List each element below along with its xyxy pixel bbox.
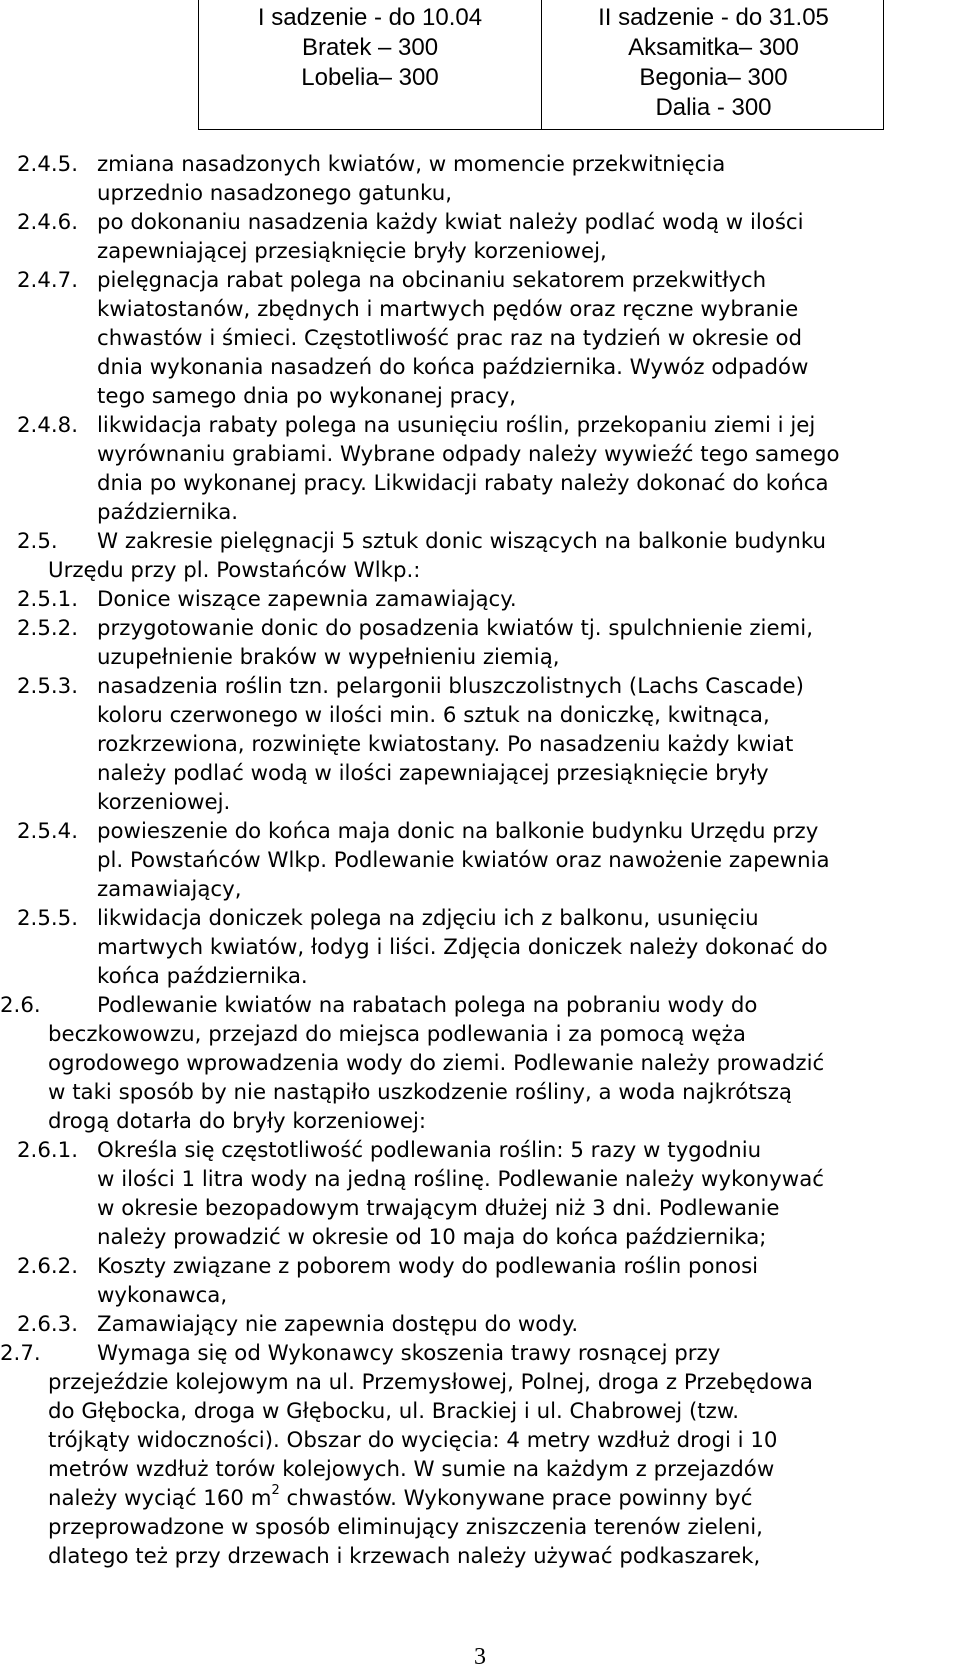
item-number: 2.7. [0, 1341, 41, 1366]
item-number: 2.6. [0, 993, 41, 1018]
item-line: korzeniowej. [97, 790, 231, 815]
item-line: kwiatostanów, zbędnych i martwych pędów oraz ręczne wybranie [97, 297, 799, 322]
item-line: w okresie bezopadowym trwającym dłużej niż 3 dni. Podlewanie [97, 1196, 780, 1221]
item-line: tego samego dnia po wykonanej pracy, [97, 384, 517, 409]
item-line: zapewniającej przesiąknięcie bryły korzeniowej, [97, 239, 607, 264]
item-number: 2.6.1. [17, 1138, 78, 1163]
item-line: chwastów i śmieci. Częstotliwość prac raz na tydzień w okresie od [97, 326, 803, 351]
item-line: Podlewanie kwiatów na rabatach polega na pobraniu wody do [97, 993, 758, 1018]
item-line: końca października. [97, 964, 308, 989]
item-line: drogą dotarła do bryły korzeniowej: [48, 1109, 427, 1134]
table-cell: Lobelia– 300 [301, 64, 439, 91]
table-cell: Dalia - 300 [655, 94, 772, 121]
item-number: 2.5.4. [17, 819, 78, 844]
item-line: dnia po wykonanej pracy. Likwidacji rabaty należy dokonać do końca [97, 471, 829, 496]
item-line: W zakresie pielęgnacji 5 sztuk donic wiszących na balkonie budynku [97, 529, 827, 554]
item-number: 2.4.7. [17, 268, 78, 293]
item-number: 2.4.8. [17, 413, 78, 438]
item-number: 2.5.2. [17, 616, 78, 641]
item-line-part: należy wyciąć 160 m [48, 1486, 272, 1511]
table-cell: Begonia– 300 [639, 64, 788, 91]
item-line: Donice wiszące zapewnia zamawiający. [97, 587, 517, 612]
item-line: rozkrzewiona, rozwinięte kwiatostany. Po nasadzeniu każdy kwiat [97, 732, 794, 757]
item-line: przygotowanie donic do posadzenia kwiatów tj. spulchnienie ziemi, [97, 616, 813, 641]
item-line: beczkowowzu, przejazd do miejsca podlewania i za pomocą węża [48, 1022, 746, 1047]
item-line: do Głębocka, droga w Głębocku, ul. Brackiej i ul. Chabrowej (tzw. [48, 1399, 740, 1424]
item-line: likwidacja rabaty polega na usunięciu roślin, przekopaniu ziemi i jej [97, 413, 816, 438]
item-number: 2.5.3. [17, 674, 78, 699]
item-line: po dokonaniu nasadzenia każdy kwiat należy podlać wodą w ilości [97, 210, 804, 235]
item-line: ogrodowego wprowadzenia wody do ziemi. Podlewanie należy prowadzić [48, 1051, 825, 1076]
item-line: należy podlać wodą w ilości zapewniającej przesiąknięcie bryły [97, 761, 769, 786]
table-column-first-planting [199, 0, 542, 129]
item-line-part: chwastów. Wykonywane prace powinny być [279, 1486, 753, 1511]
item-line: koloru czerwonego w ilości min. 6 sztuk na doniczkę, kwitnąca, [97, 703, 770, 728]
item-line: uzupełnienie braków w wypełnieniu ziemią, [97, 645, 560, 670]
table-cell: I sadzenie - do 10.04 [257, 4, 483, 31]
item-line: wykonawca, [97, 1283, 228, 1308]
item-line: trójkąty widoczności). Obszar do wycięcia: 4 metry wzdłuż drogi i 10 [48, 1428, 778, 1453]
item-number: 2.6.2. [17, 1254, 78, 1279]
superscript: 2 [271, 1483, 280, 1498]
table-column-second-planting [542, 0, 885, 129]
table-cell: Aksamitka– 300 [628, 34, 799, 61]
item-line: dlatego też przy drzewach i krzewach należy używać podkaszarek, [48, 1544, 761, 1569]
table-cell: Bratek – 300 [301, 34, 439, 61]
item-line [48, 1484, 753, 1513]
item-number: 2.5.5. [17, 906, 78, 931]
item-line: nasadzenia roślin tzn. pelargonii bluszczolistnych (Lachs Cascade) [97, 674, 804, 699]
item-line: Koszty związane z poborem wody do podlewania roślin ponosi [97, 1254, 759, 1279]
item-line: likwidacja doniczek polega na zdjęciu ich z balkonu, usunięciu [97, 906, 759, 931]
item-line: w ilości 1 litra wody na jedną roślinę. Podlewanie należy wykonywać [97, 1167, 824, 1192]
item-line: w taki sposób by nie nastąpiło uszkodzenie rośliny, a woda najkrótszą [48, 1080, 792, 1105]
item-number: 2.4.5. [17, 152, 78, 177]
item-line: Wymaga się od Wykonawcy skoszenia trawy rosnącej przy [97, 1341, 721, 1366]
item-line: metrów wzdłuż torów kolejowych. W sumie na każdym z przejazdów [48, 1457, 775, 1482]
item-line: dnia wykonania nasadzeń do końca października. Wywóz odpadów [97, 355, 809, 380]
item-line: przejeździe kolejowym na ul. Przemysłowej, Polnej, droga z Przebędowa [48, 1370, 813, 1395]
item-line: zmiana nasadzonych kwiatów, w momencie przekwitnięcia [97, 152, 726, 177]
item-line: przeprowadzone w sposób eliminujący zniszczenia terenów zieleni, [48, 1515, 763, 1540]
item-line: pielęgnacja rabat polega na obcinaniu sekatorem przekwitłych [97, 268, 767, 293]
item-line: Urzędu przy pl. Powstańców Wlkp.: [48, 558, 421, 583]
item-line: zamawiający, [97, 877, 242, 902]
item-line: Zamawiający nie zapewnia dostępu do wody. [97, 1312, 579, 1337]
item-line: martwych kwiatów, łodyg i liści. Zdjęcia doniczek należy dokonać do [97, 935, 828, 960]
item-number: 2.5. [17, 529, 58, 554]
item-line: należy prowadzić w okresie od 10 maja do końca października; [97, 1225, 767, 1250]
item-line: października. [97, 500, 239, 525]
item-line: pl. Powstańców Wlkp. Podlewanie kwiatów oraz nawożenie zapewnia [97, 848, 830, 873]
item-number: 2.6.3. [17, 1312, 78, 1337]
item-number: 2.4.6. [17, 210, 78, 235]
item-line: uprzednio nasadzonego gatunku, [97, 181, 452, 206]
item-line: Określa się częstotliwość podlewania roślin: 5 razy w tygodniu [97, 1138, 762, 1163]
item-line: powieszenie do końca maja donic na balkonie budynku Urzędu przy [97, 819, 819, 844]
planting-schedule-table [198, 0, 884, 130]
item-line: wyrównaniu grabiami. Wybrane odpady należy wywieźć tego samego [97, 442, 840, 467]
table-cell: II sadzenie - do 31.05 [598, 4, 829, 31]
page-number: 3 [474, 1644, 486, 1670]
item-number: 2.5.1. [17, 587, 78, 612]
